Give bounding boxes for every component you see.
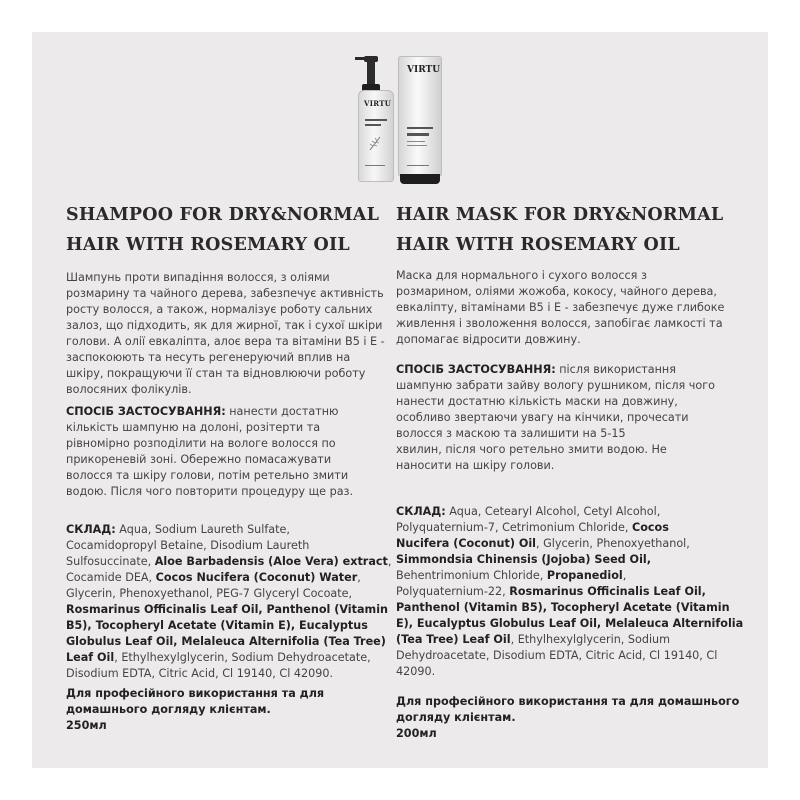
ingredient-text: , Ethylhexylglycerin, Sodium <box>510 633 671 646</box>
ingredient-highlight: Aloe Barbadensis (Aloe Vera) extract <box>154 555 388 568</box>
composition-line <box>66 650 391 666</box>
composition-line <box>396 616 743 632</box>
text-line: евкаліпту, вітамінами В5 і Е - забезпечує дуже глибоке <box>396 301 725 314</box>
ingredient-highlight: Cocos Nucifera (Coconut) Water <box>155 571 358 584</box>
text-line: волосся з маскою та залишити на 5-15 <box>396 427 626 440</box>
composition-line <box>66 602 391 618</box>
ingredient-highlight: Propanediol <box>546 569 623 582</box>
text-line: нанести достатню кількість маски на довжину, <box>396 395 678 408</box>
mask-usage <box>396 362 715 474</box>
ingredient-highlight: (Tea Tree) Leaf Oil <box>396 633 511 646</box>
text-line: рівномірно розподілити на вологе волосся по <box>66 437 336 450</box>
text-line <box>396 362 715 378</box>
usage-text: після використання <box>555 363 676 376</box>
ingredient-text: Sulfosuccinate, <box>66 555 155 568</box>
bottle-logo: VIRTU <box>364 99 392 108</box>
text-line: Маска для нормального і сухого волосся з <box>396 269 647 282</box>
text-line: домашнього догляду клієнтам. <box>66 703 271 716</box>
ingredient-text: Disodium EDTA, Citric Acid, Cl 19140, Cl 42090. <box>66 667 334 680</box>
pump-neck <box>367 61 375 85</box>
shampoo-composition <box>66 522 391 682</box>
ingredient-highlight: Rosmarinus Officinalis Leaf Oil, <box>509 585 706 598</box>
text-line: розмарином, оліями жожоба, кокосу, чайного дерева, <box>396 285 717 298</box>
ingredient-text: , <box>387 555 392 568</box>
volume-label: 200мл <box>396 727 437 740</box>
shampoo-title <box>66 200 379 260</box>
ingredient-highlight: Simmondsia Chinensis (Jojoba) Seed Oil, <box>396 553 651 566</box>
ingredient-text: , Ethylhexylglycerin, Sodium Dehydroacetate, <box>114 651 371 664</box>
composition-line <box>396 632 743 648</box>
text-line: голови. А олії евкаліпта, алоє вера та вітаміни В5 і Е - <box>66 335 385 348</box>
text-line: наносити на шкіру голови. <box>396 459 555 472</box>
composition-line <box>66 586 391 602</box>
text-line: допомагає відросити довжину. <box>396 333 581 346</box>
text-line: заспокоюють та несуть регенеруючий вплив на <box>66 351 351 364</box>
text-line: кількість шампуню на долоні, розітерти та <box>66 421 321 434</box>
shampoo-bottle <box>358 90 394 182</box>
title-line: HAIR MASK FOR DRY&NORMAL <box>396 205 724 225</box>
composition-line <box>66 618 391 634</box>
ingredient-text: , <box>622 569 627 582</box>
text-line: догляду клієнтам. <box>396 711 516 724</box>
ingredient-highlight: Panthenol (Vitamin B5), Tocopheryl Acetate (Vitamin <box>396 601 730 614</box>
composition-line <box>66 538 391 554</box>
ingredient-text: , Glycerin, Phenoxyethanol, <box>536 537 690 550</box>
ingredient-text: Aqua, Sodium Laureth Sulfate, <box>115 523 290 536</box>
ingredient-text: Aqua, Cetearyl Alcohol, Cetyl Alcohol, <box>445 505 661 518</box>
text-line: волосяних фолікулів. <box>66 383 192 396</box>
text-line: шампуню забрати зайву вологу рушником, після чого <box>396 379 715 392</box>
ingredient-highlight: Leaf Oil <box>66 651 115 664</box>
composition-line <box>66 522 391 538</box>
composition-line <box>66 554 391 570</box>
label-line <box>407 165 429 166</box>
composition-line <box>66 634 391 650</box>
mask-title <box>396 200 723 260</box>
text-line: росту волосся, а також, нормалізує роботу сальних <box>66 303 373 316</box>
text-line: розмарину та чайного дерева, забезпечує активність <box>66 287 384 300</box>
shampoo-description <box>66 270 385 398</box>
shampoo-professional-note <box>66 686 324 734</box>
composition-line <box>396 568 743 584</box>
composition-label: СКЛАД: <box>396 505 446 518</box>
tube-logo: VIRTU <box>407 65 441 75</box>
ingredient-text: , <box>357 571 361 584</box>
mask-professional-note <box>396 694 739 742</box>
label-line <box>365 165 385 166</box>
ingredient-text: Polyquaternium-22, <box>396 585 510 598</box>
label-line <box>365 119 387 121</box>
composition-label: СКЛАД: <box>66 523 116 536</box>
usage-label: СПОСІБ ЗАСТОСУВАННЯ: <box>66 405 226 418</box>
text-line <box>66 404 353 420</box>
title-line: SHAMPOO FOR DRY&NORMAL <box>66 205 380 225</box>
composition-line <box>396 520 743 536</box>
ingredient-highlight: B5), Tocopheryl Acetate (Vitamin E), Eucalyptus <box>66 619 368 632</box>
ingredient-highlight: Globulus Leaf Oil, Melaleuca Alternifolia (Tea Tree) <box>66 635 386 648</box>
composition-line <box>66 570 391 586</box>
ingredient-highlight: Cocos <box>632 521 669 534</box>
mask-description <box>396 268 724 348</box>
text-line: шкіру, покращуючи її стан та відновлюючи роботу <box>66 367 366 380</box>
ingredient-text: 42090. <box>396 665 436 678</box>
ingredient-text: Dehydroacetate, Disodium EDTA, Citric Acid, Cl 19140, Cl <box>396 649 718 662</box>
label-line <box>407 133 429 136</box>
usage-label: СПОСІБ ЗАСТОСУВАННЯ: <box>396 363 556 376</box>
ingredient-highlight: Rosmarinus Officinalis Leaf Oil, Panthenol (Vitamin <box>66 603 389 616</box>
text-line: Для професійного використання та для домашнього <box>396 695 740 708</box>
label-line <box>365 124 381 126</box>
usage-text: нанести достатню <box>225 405 339 418</box>
text-line: хвилин, після чого ретельно змити водою. Не <box>396 443 667 456</box>
label-line <box>407 127 433 129</box>
text-line: Для професійного використання та для <box>66 687 325 700</box>
ingredient-highlight: Nucifera (Coconut) Oil <box>396 537 537 550</box>
composition-line <box>396 504 743 520</box>
composition-line <box>396 536 743 552</box>
hair-mask-tube <box>398 56 442 176</box>
ingredient-text: Behentrimonium Chloride, <box>396 569 547 582</box>
composition-line <box>396 584 743 600</box>
label-line <box>407 141 425 142</box>
text-line: особливо звертаючи увагу на кінчики, прочесати <box>396 411 689 424</box>
text-line: залоз, що підходить, як для жирної, так і сухої шкіри <box>66 319 383 332</box>
composition-line <box>66 666 391 682</box>
title-line: HAIR WITH ROSEMARY OIL <box>396 235 680 255</box>
composition-line <box>396 552 743 568</box>
ingredient-text: Cocamidopropyl Betaine, Disodium Laureth <box>66 539 310 552</box>
ingredient-text: Polyquaternium-7, Cetrimonium Chloride, <box>396 521 633 534</box>
ingredient-highlight: E), Eucalyptus Globulus Leaf Oil, Melaleuca Alternifolia <box>396 617 744 630</box>
text-line: водою. Після чого повторити процедуру ще раз. <box>66 485 354 498</box>
label-line <box>407 145 427 146</box>
ingredient-text: Cocamide DEA, <box>66 571 156 584</box>
text-line: Шампунь проти випадіння волосся, з оліями <box>66 271 330 284</box>
tube-cap <box>400 174 440 184</box>
mask-composition <box>396 504 743 680</box>
text-line: живлення і зволоження волосся, запобігає ламкості та <box>396 317 723 330</box>
text-line: прикореневій зоні. Обережно помасажувати <box>66 453 332 466</box>
rosemary-icon <box>367 135 383 151</box>
ingredient-text: Glycerin, Phenoxyethanol, PEG-7 Glyceryl Cocoate, <box>66 587 353 600</box>
composition-line <box>396 648 743 664</box>
composition-line <box>396 600 743 616</box>
shampoo-usage <box>66 404 353 500</box>
title-line: HAIR WITH ROSEMARY OIL <box>66 235 350 255</box>
product-photo <box>350 52 450 184</box>
composition-line <box>396 664 743 680</box>
text-line: волосся та шкіру голови, потім ретельно змити <box>66 469 349 482</box>
volume-label: 250мл <box>66 719 107 732</box>
